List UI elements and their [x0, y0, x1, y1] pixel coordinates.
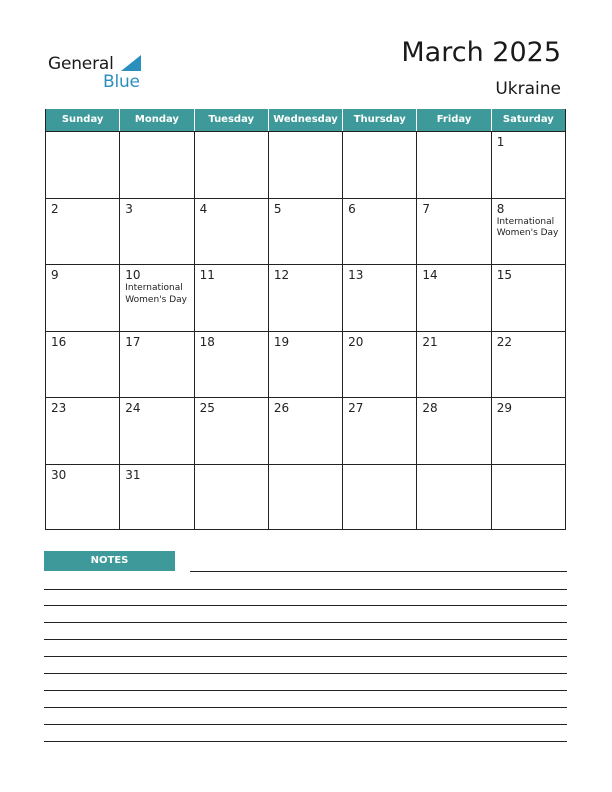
day-cell	[120, 464, 194, 531]
day-cell	[120, 264, 194, 331]
day-cell	[120, 331, 194, 398]
notes-line	[44, 656, 567, 657]
day-cell	[417, 331, 491, 398]
notes-label: NOTES	[44, 551, 175, 571]
day-number: 24	[125, 401, 141, 415]
notes-line	[44, 690, 567, 691]
generalblue-logo	[48, 52, 148, 92]
logo-word-general: General	[48, 54, 114, 74]
day-number: 11	[199, 268, 215, 282]
day-cell	[120, 131, 194, 198]
notes-line	[44, 724, 567, 725]
day-cell	[417, 397, 491, 464]
logo-triangle-icon	[121, 55, 141, 71]
notes-line	[44, 741, 567, 742]
country-name: Ukraine	[495, 79, 561, 99]
day-cell	[269, 397, 343, 464]
day-number: 20	[348, 334, 364, 349]
weekday-header-row	[46, 109, 566, 131]
day-cell	[492, 131, 566, 198]
day-number: 19	[273, 334, 290, 349]
day-cell	[195, 198, 269, 265]
weekday-thursday: Thursday	[343, 109, 417, 131]
day-cell	[417, 464, 491, 531]
holiday-label: International Women's Day	[125, 283, 187, 305]
weekday-saturday: Saturday	[492, 109, 566, 131]
day-cell	[343, 264, 417, 331]
day-number: 3	[125, 201, 133, 216]
day-cell	[343, 464, 417, 531]
notes-line	[44, 622, 567, 623]
day-cell	[492, 397, 566, 464]
day-cell	[343, 397, 417, 464]
day-cell	[195, 464, 269, 531]
day-number: 14	[422, 268, 438, 282]
holiday-label: International Women's Day	[496, 216, 559, 238]
notes-line	[44, 605, 567, 606]
day-number: 21	[422, 334, 438, 349]
weekday-sunday: Sunday	[46, 109, 120, 131]
day-cell	[46, 198, 120, 265]
day-number: 8	[496, 201, 505, 216]
weekday-monday: Monday	[120, 109, 194, 131]
day-cell	[46, 397, 120, 464]
day-number: 25	[199, 401, 215, 415]
day-cell	[120, 198, 194, 265]
day-cell	[417, 131, 491, 198]
day-cell	[492, 264, 566, 331]
day-cell	[46, 331, 120, 398]
day-number: 30	[51, 467, 67, 482]
day-cell	[417, 198, 491, 265]
day-number: 16	[51, 334, 67, 349]
day-number: 22	[496, 334, 512, 349]
weekday-tuesday: Tuesday	[195, 109, 269, 131]
logo-word-blue: Blue	[103, 72, 140, 92]
day-number: 29	[496, 401, 512, 415]
day-number: 2	[51, 201, 59, 216]
day-number: 17	[125, 334, 141, 349]
notes-line	[44, 707, 567, 708]
day-number: 1	[496, 135, 505, 149]
day-cell	[492, 464, 566, 531]
day-cell	[343, 131, 417, 198]
day-number: 31	[125, 467, 141, 482]
day-cell	[195, 264, 269, 331]
day-cell	[269, 464, 343, 531]
notes-line	[190, 571, 567, 572]
day-cell	[269, 264, 343, 331]
weekday-friday: Friday	[417, 109, 491, 131]
day-cell	[492, 331, 566, 398]
day-cell	[195, 397, 269, 464]
day-number: 6	[348, 201, 356, 216]
day-cell	[343, 331, 417, 398]
day-cell	[417, 264, 491, 331]
calendar-body	[46, 131, 566, 530]
day-cell	[46, 131, 120, 198]
day-number: 9	[51, 268, 59, 282]
day-number: 4	[199, 201, 208, 216]
calendar-grid	[45, 109, 566, 530]
day-cell	[492, 198, 566, 265]
day-cell	[343, 198, 417, 265]
notes-line	[44, 639, 567, 640]
day-cell	[269, 198, 343, 265]
day-number: 10	[125, 268, 141, 282]
day-number: 18	[199, 334, 215, 349]
day-number: 23	[51, 401, 67, 415]
day-cell	[269, 131, 343, 198]
day-cell	[46, 264, 120, 331]
day-number: 26	[273, 401, 290, 415]
day-cell	[195, 131, 269, 198]
day-number: 7	[422, 201, 431, 216]
day-number: 28	[422, 401, 438, 415]
day-cell	[195, 331, 269, 398]
day-cell	[120, 397, 194, 464]
day-cell	[46, 464, 120, 531]
month-title: March 2025	[401, 37, 561, 68]
day-number: 12	[273, 268, 290, 282]
day-number: 27	[348, 401, 364, 415]
day-number: 15	[496, 268, 512, 282]
day-number: 5	[273, 201, 282, 216]
day-number: 13	[348, 268, 364, 282]
weekday-wednesday: Wednesday	[269, 109, 343, 131]
day-cell	[269, 331, 343, 398]
notes-line	[44, 589, 567, 590]
notes-line	[44, 673, 567, 674]
